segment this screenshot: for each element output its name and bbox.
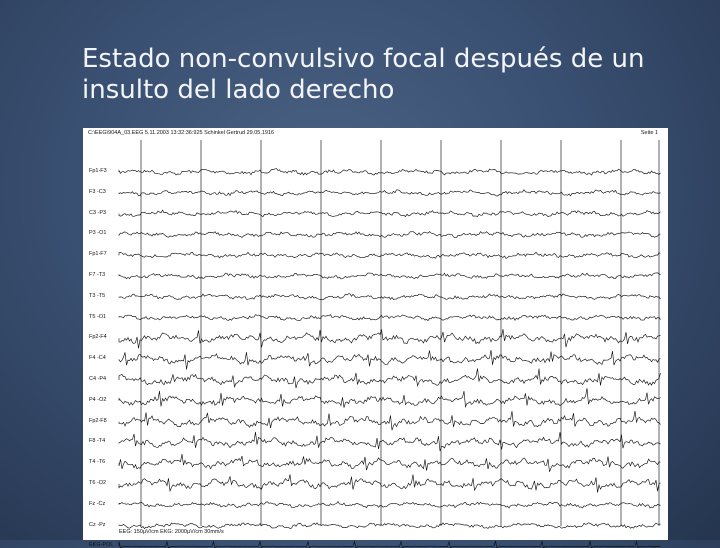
eeg-channel-label: Fp2-F8 — [89, 417, 107, 424]
eeg-trace — [119, 350, 661, 370]
eeg-channel-label: EKG-POL — [89, 542, 114, 548]
eeg-channel-label: Fp1-F7 — [89, 251, 107, 258]
eeg-channel-label: T3 -T5 — [89, 292, 106, 299]
eeg-channel-label: Fp2-F4 — [89, 334, 107, 341]
eeg-channel-label: Cz -Pz — [89, 521, 106, 528]
eeg-trace — [119, 523, 661, 529]
eeg-channel-label: P4 -O2 — [89, 396, 107, 403]
eeg-trace — [119, 210, 661, 217]
eeg-channel-labels — [86, 128, 120, 548]
eeg-channel-label: T4 -T6 — [89, 459, 106, 466]
eeg-trace — [119, 252, 661, 258]
eeg-trace — [119, 541, 661, 548]
eeg-channel-label: T6 -O2 — [89, 480, 107, 486]
eeg-channel-label: F4 -C4 — [89, 355, 106, 362]
eeg-trace — [119, 273, 661, 279]
eeg-channel-label: T5 -O1 — [89, 313, 107, 320]
eeg-trace — [119, 232, 661, 238]
eeg-channel-label: P3 -O1 — [89, 230, 107, 237]
eeg-scale-footer: EEG: 150µV/cm EKG: 2000µV/cm 30mm/s — [119, 529, 224, 535]
eeg-channel-label: Fz -Cz — [89, 500, 106, 507]
eeg-trace — [119, 368, 661, 388]
eeg-file-header: C:\EEG\904A_03.EEG 5.11.2003 13:32:36:925 Schinkel Gertrud 29.05.1916 — [88, 130, 275, 136]
eeg-trace — [119, 329, 661, 348]
eeg-channel-label: C3 -P3 — [89, 209, 107, 216]
eeg-trace — [119, 474, 661, 492]
eeg-channel-label: F3 -C3 — [89, 188, 106, 195]
eeg-recording — [83, 128, 668, 548]
eeg-traces — [83, 128, 668, 540]
eeg-channel-label: C4 -P4 — [89, 376, 107, 382]
eeg-trace — [119, 432, 661, 451]
eeg-channel-label: F7 -T3 — [89, 272, 106, 278]
eeg-page-label: Seite 1 — [640, 130, 658, 136]
eeg-trace — [119, 315, 661, 321]
eeg-trace — [119, 190, 661, 196]
eeg-trace — [119, 411, 661, 430]
eeg-trace — [119, 388, 661, 407]
slide-title: Estado non-convulsivo focal después de un insulto del lado derecho — [82, 44, 645, 105]
eeg-trace — [119, 454, 661, 472]
eeg-trace — [119, 169, 661, 176]
eeg-trace — [119, 294, 661, 300]
eeg-trace — [119, 502, 661, 509]
eeg-channel-label: F8 -T4 — [89, 438, 106, 445]
eeg-channel-label: Fp1-F3 — [89, 168, 107, 174]
